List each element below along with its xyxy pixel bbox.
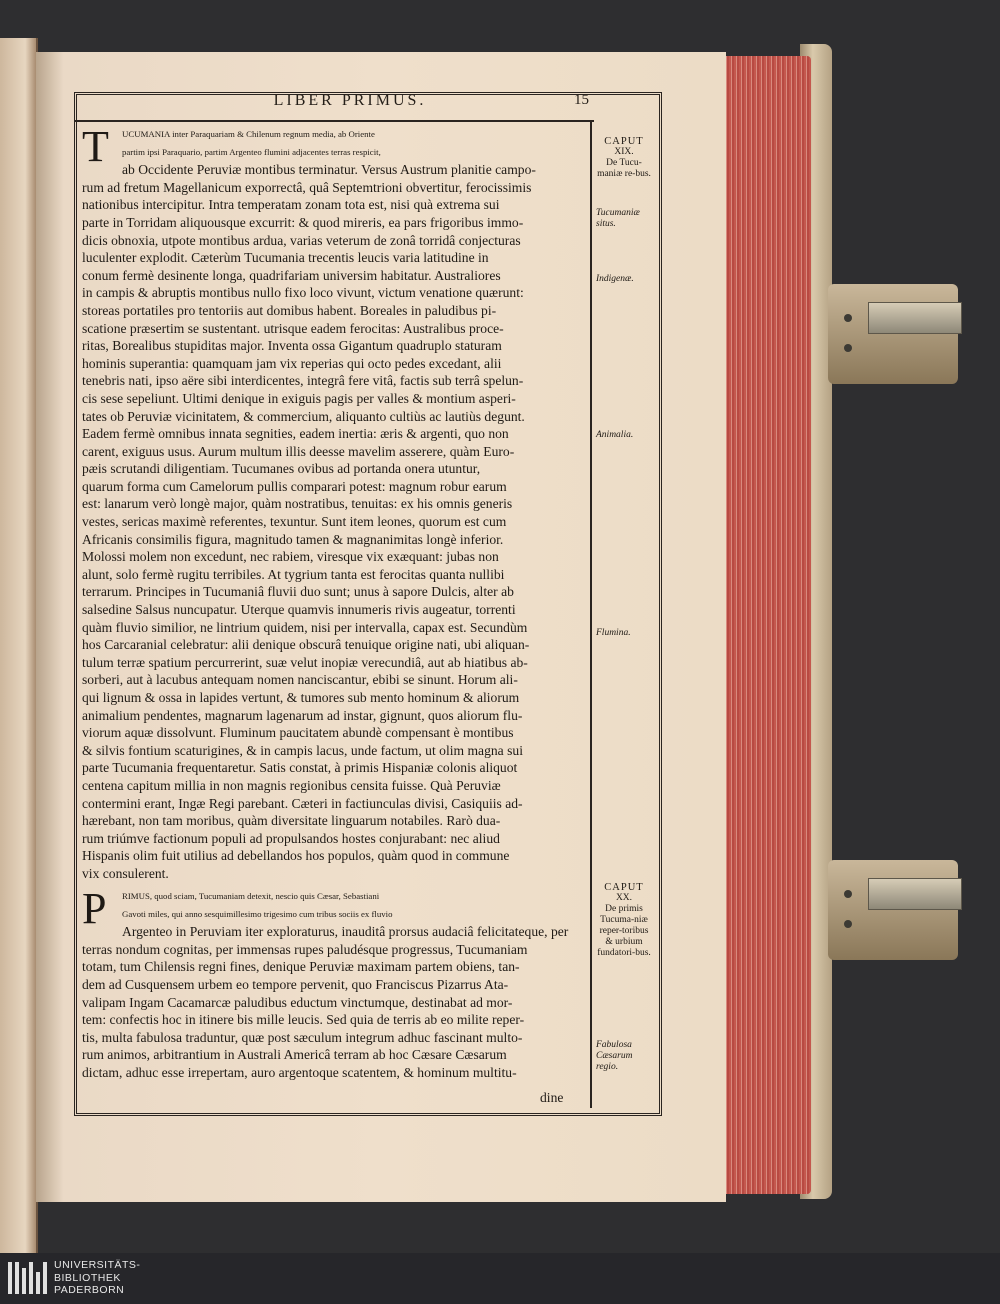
upper-clasp-pin [844,314,852,322]
text-line: est: lanarum verò longè major, quàm nostratibus, tenuitas: ex his omnis generis [82,496,513,512]
text-line: in campis & abruptis montibus nullo fixo loco vivunt, victum venatione quærunt: [82,285,524,301]
text-line: viorum aquæ dissolvunt. Fluminum paucitatem abundè compensant è montibus [82,725,514,741]
text-line: nationibus intercipitur. Intra temperatam zonam tota est, nisi quà extrema sui [82,197,500,213]
text-line: quarum forma cum Camelorum pullis comparari potest: magnum robur earum [82,478,507,494]
marginal-note-flumina: Flumina. [596,628,631,638]
marginal-note-situs: Tucumaniæ situs. [596,208,640,229]
text-line: parte in Torridam aliquousque excurrit: & quod mireris, ea pars frigoribus immo- [82,214,524,230]
left-page-edge [0,38,38,1253]
text-line: ritas, Borealibus stupiditas major. Inventa ossa Gigantum quadruplo staturam [82,338,502,354]
red-page-edges [716,56,811,1194]
lower-clasp [828,860,958,960]
text-line: hominis superantia: quamquam jam vix reperias qui octo pedes excedant, alii [82,355,502,371]
text-line: carent, exiguus usus. Aurum multum illis deesse mavelim asserere, quàm Euro- [82,443,515,459]
text-line: tates ob Peruviæ vicinitatem, & commercium, aliquanto cultiùs ac lautiùs degunt. [82,408,525,424]
library-name-line: BIBLIOTHEK [54,1271,121,1284]
marginal-note-indigenae: Indigenæ. [596,274,634,284]
text-line: UCUMANIA inter Paraquariam & Chilenum regnum media, ab Oriente [122,129,375,139]
marginal-note-caput-20 [596,882,652,959]
text-line: rum ad fretum Magellanicum exporrectâ, quâ Septemtrioni obvertitur, ferocissimis [82,179,532,195]
text-line: tem: confectis hoc in itinere bis mille leucis. Sed quia de terris ab eo milite reper- [82,1012,525,1028]
upper-clasp-pin [844,344,852,352]
upper-clasp [828,284,958,384]
text-line: hærebant, non tam moribus, quàm diversitate linguarum notabiles. Rarò dua- [82,813,501,829]
text-line: parte Tucumania frequentaretur. Satis constat, à primis Hispaniæ colonis aliquot [82,760,518,776]
text-line: pæis scrutandi diligentiam. Tucumanes ovibus ad portanda onera utuntur, [82,461,481,477]
margin-rule [590,120,592,1108]
text-line: dicis obnoxia, utpote montibus ardua, varias veterum de zonâ torridâ conjecturas [82,232,521,248]
caput-label: CAPUT [604,136,644,147]
lower-clasp-strap [868,878,962,910]
text-line: alunt, solo fermè rugitu terribiles. At tygrium tanta est ferocitas quanta nullibi [82,566,505,582]
text-line: terrarum. Principes in Tucumaniâ fluvii duo sunt; unus à sapore Dulcis, alter ab [82,584,514,600]
text-line: centena capitum millia in non magnis regionibus censita fuisse. Quà Peruviæ [82,777,501,793]
text-line: tulum terræ spatium percurrerint, suæ velut inopiæ verecundiâ, aut ab hiatibus ab- [82,654,528,670]
library-logo-icon [6,1258,50,1298]
header-rule [74,120,594,122]
text-line: ab Occidente Peruviæ montibus terminatur. Versus Austrum planitie campo- [122,162,536,178]
page-number: 15 [574,92,589,108]
caput-number: XIX. [614,147,634,157]
text-line: RIMUS, quod sciam, Tucumaniam detexit, nescio quis Cæsar, Sebastiani [122,891,380,901]
catchword: dine [540,1090,564,1105]
text-line: conum fermè desinente longa, quadrifariam universim habitatur. Australiores [82,267,501,283]
caput-summary: De primis Tucuma-niæ reper-toribus & urbium fundatori-bus. [597,904,651,958]
marginal-note-animalia: Animalia. [596,430,634,440]
text-line: Eadem fermè omnibus innata segnities, eadem inertia: æris & argenti, quo non [82,426,509,442]
lower-clasp-pin [844,920,852,928]
text-line: cis sese sepeliunt. Ultimi denique in exiguis pagis per valles & montium asperi- [82,390,516,406]
text-line: totam, tum Chilensis regni fines, denique Peruviæ maximam partem obiens, tan- [82,959,520,975]
text-line: vestes, sericas maximè referentes, texuntur. Sunt item leones, quorum est cum [82,514,507,530]
text-line: vix consulerent. [82,865,169,881]
text-line: qui lignum & ossa in lapides vertunt, & tumores sub mento hominum & aliorum [82,690,520,705]
chapter-20-text [82,884,588,1082]
marginal-note-caput-19 [596,136,652,180]
text-line: & silvis fontium scaturigines, & in campis lacus, unde factum, ut olim magna sui [82,742,523,758]
text-line: scatione præsertim se sustentant. utrisque eadem ferocitas: Australibus proce- [82,320,504,336]
text-line: storeas portatiles pro tentoriis aut domibus habent. Boreales in paludibus pi- [82,302,497,318]
text-line: valipam Ingam Cacamarcæ paludibus eductum vinctumque, destinabat ad mor- [82,994,513,1010]
text-line: rum triúmve factionum populi ad propulsandos hostes conjurabant: nec aliud [82,830,500,846]
text-line: luculenter explodit. Cæterùm Tucumania trecentis leucis varia latitudine in [82,250,489,266]
text-line: Hispanis olim fuit utilius ad debellandos hos populos, quàm quod in commune [82,848,510,864]
text-line: dictam, adhuc esse irrepertam, auro argentoque scatentem, & hominum multitu- [82,1064,517,1080]
text-line: Argenteo in Peruviam iter exploraturus, inauditâ prorsus audaciâ felicitateque, per [122,924,569,940]
text-line: tenebris nati, ipso aëre sibi interdicentes, integrâ fere vitâ, factis sub terrâ spelun- [82,373,524,389]
upper-clasp-strap [868,302,962,334]
running-head: LIBER PRIMUS. [273,92,427,109]
library-name-line: UNIVERSITÄTS- [54,1259,141,1271]
text-line: salsedine Salsus nuncupatur. Uterque quamvis innumeris rivis augeatur, torrenti [82,602,516,618]
library-name-line: PADERBORN [54,1284,125,1296]
footer-bar [0,1253,1000,1304]
marginal-note-fabulosa: Fabulosa Cæsarum regio. [596,1040,633,1072]
text-line: dem ad Cusquensem urbem eo tempore pervenit, quo Franciscus Pizarrus Ata- [82,976,509,992]
text-line: animalium pendentes, magnarum lagenarum ad instar, gignunt, quos aliorum flu- [82,707,523,723]
text-line: contermini erant, Ingæ Regi parebant. Cæteri in factiunculas divisi, Casiquiis ad- [82,795,523,811]
text-line: Africanis consimilis figura, magnitudo tamen & magnanimitas longè inferior. [82,531,504,547]
text-line: rum animos, arbitrantium in Australi Americâ terram ab hoc Cæsare Cæsarum [82,1047,507,1063]
caput-label: CAPUT [604,882,644,893]
text-line: partim ipsi Paraquario, partim Argenteo flumini adjacentes terras respicit, [122,146,381,157]
text-line: tis, multa fabulosa traduntur, quæ post sæculum integrum adhuc fascinant multo- [82,1029,523,1045]
text-line: Gavoti miles, qui anno sesquimillesimo trigesimo cum tribus sociis ex fluvio [122,908,393,919]
text-line: hos Carcaranial celebratur: alii denique obscurâ tenuique origine nati, ubi aliquan- [82,637,530,653]
caput-number: XX. [615,893,633,903]
text-line: terras nondum cognitas, per immensas rupes paludésque progressus, Tucumaniam [82,941,528,957]
drop-cap: P [82,884,107,933]
caput-summary: De Tucu-maniæ re-bus. [597,158,651,179]
chapter-19-text [82,122,588,883]
library-name [54,1259,140,1297]
drop-cap: T [82,122,109,171]
lower-clasp-pin [844,890,852,898]
text-line: Molossi molem non excedunt, nec rabiem, viresque vix exæquant: jubas non [82,549,499,565]
text-line: sorberi, aut à lacubus antequam nomen nanciscantur, ebibi se sinunt. Horum ali- [82,672,518,688]
text-line: quàm fluvio similior, ne lintrium quidem, nisi per intervalla, capax est. Secundùm [82,619,528,635]
